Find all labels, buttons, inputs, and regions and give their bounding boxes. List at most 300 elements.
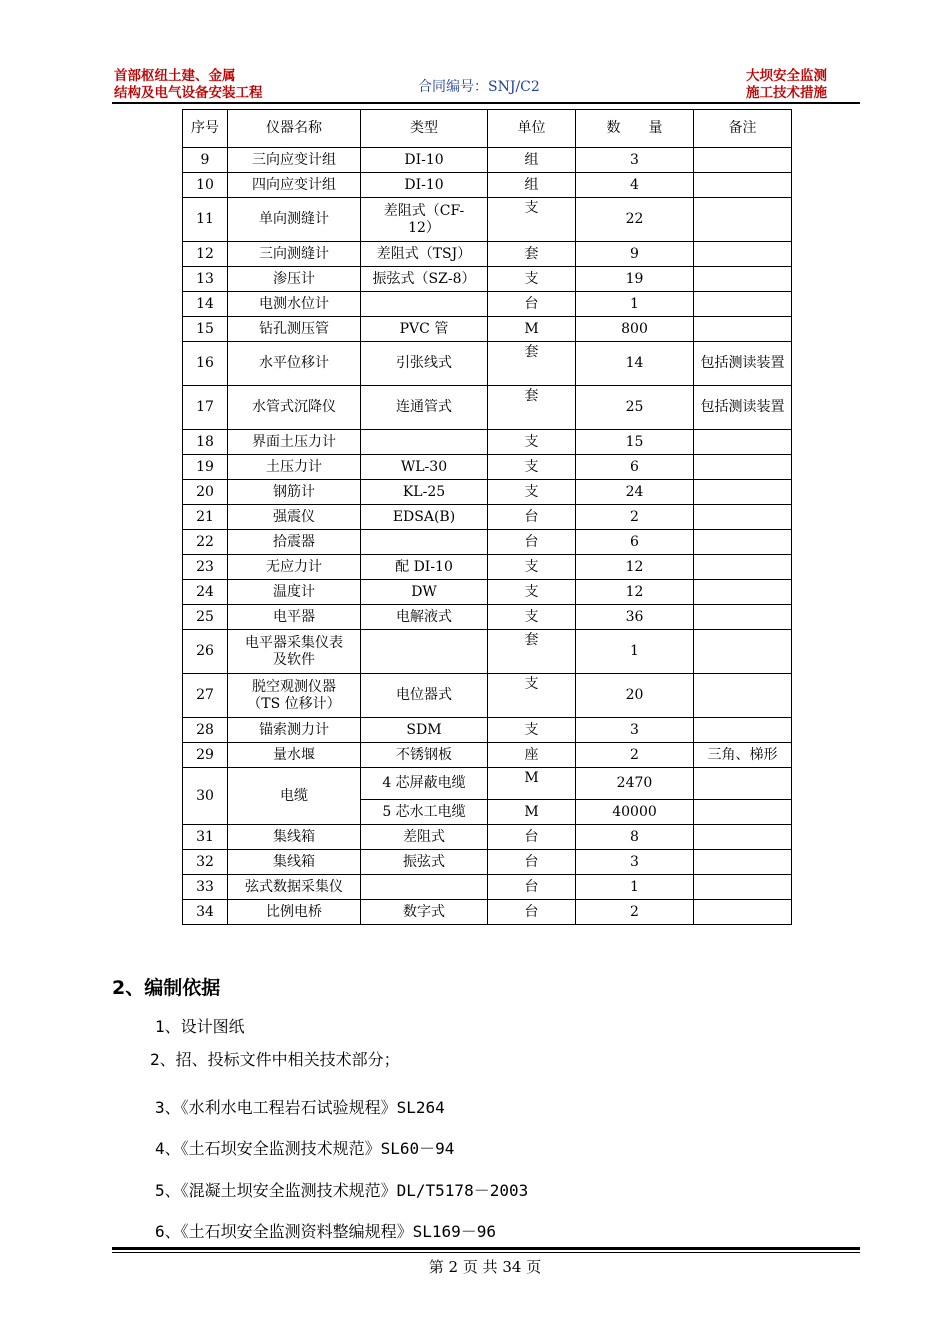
- cell-quantity: [576, 580, 694, 605]
- cell-note: [694, 800, 792, 825]
- cell-number-text: 9: [200, 151, 210, 168]
- cell-quantity: [576, 900, 694, 925]
- cell-instrument-name: [228, 674, 361, 718]
- cell-type-text: DI-10: [404, 151, 444, 168]
- table-row: [183, 580, 792, 605]
- cell-unit-text: 台: [524, 878, 539, 895]
- table-row: [183, 530, 792, 555]
- cell-unit-text: M: [524, 320, 539, 337]
- table-row: [183, 173, 792, 198]
- basis-item-4: 4、《土石坝安全监测技术规范》SL60－94: [155, 1139, 455, 1158]
- table-row: [183, 292, 792, 317]
- cell-unit: [488, 743, 576, 768]
- cell-note: [694, 825, 792, 850]
- section-title: 2、编制依据: [112, 977, 221, 999]
- cell-type: [361, 480, 488, 505]
- cell-number: [183, 900, 228, 925]
- cell-unit: [488, 530, 576, 555]
- cell-type: [361, 674, 488, 718]
- cell-unit-text: 座: [524, 746, 539, 763]
- cell-number-text: 22: [196, 533, 214, 550]
- cell-type: [361, 198, 488, 242]
- cell-quantity-text: 2: [630, 903, 639, 920]
- basis-item-2: 2、招、投标文件中相关技术部分；: [150, 1050, 400, 1069]
- cell-type-text: WL-30: [400, 458, 448, 475]
- cell-type: [361, 455, 488, 480]
- table-row: [183, 743, 792, 768]
- table-header-row: [183, 110, 792, 148]
- cell-note: [694, 317, 792, 342]
- cell-number: [183, 555, 228, 580]
- cell-unit: [488, 148, 576, 173]
- cell-type-text: DW: [411, 583, 437, 600]
- cell-number-text: 11: [196, 211, 214, 227]
- cell-type: [361, 825, 488, 850]
- cell-number-text: 29: [196, 746, 214, 763]
- cell-type-text: 振弦式（SZ-8）: [372, 270, 476, 287]
- table-row: [183, 630, 792, 674]
- table-header-cell: 仪器名称: [228, 110, 361, 148]
- table-header-cell: 数 量: [576, 110, 694, 148]
- header-right-line1: 大坝安全监测: [746, 68, 827, 84]
- cell-quantity-text: 36: [625, 608, 644, 625]
- table-header-cell: 类型: [361, 110, 488, 148]
- header-project-name: [114, 68, 263, 102]
- cell-instrument-name: [228, 292, 361, 317]
- cell-type: [361, 605, 488, 630]
- cell-number-text: 23: [196, 558, 214, 575]
- cell-type: [361, 768, 488, 800]
- cell-type-text: 差阻式（CF-12）: [383, 202, 465, 236]
- cell-instrument-name-text: 集线箱: [273, 853, 315, 870]
- cell-instrument-name: [228, 875, 361, 900]
- cell-unit-text: 支: [524, 721, 539, 738]
- cell-quantity: [576, 430, 694, 455]
- cell-number: [183, 850, 228, 875]
- cell-type: [361, 743, 488, 768]
- cell-type-text: 振弦式: [403, 853, 445, 870]
- cell-unit: [488, 718, 576, 743]
- cell-instrument-name-text: 三向应变计组: [252, 151, 336, 168]
- cell-number-text: 33: [196, 878, 214, 895]
- cell-number: [183, 430, 228, 455]
- cell-quantity: [576, 630, 694, 674]
- table-row: [183, 198, 792, 242]
- cell-number: [183, 148, 228, 173]
- cell-instrument-name-text: 锚索测力计: [259, 721, 329, 738]
- header-right-line2: 施工技术措施: [746, 85, 827, 101]
- cell-number: [183, 173, 228, 198]
- cell-unit-text: 组: [524, 151, 539, 168]
- cell-unit-text: 组: [524, 176, 539, 193]
- cell-type-text: 引张线式: [396, 355, 452, 371]
- cell-unit: [488, 630, 576, 674]
- cell-number: [183, 386, 228, 430]
- instrument-table-body: [183, 110, 792, 925]
- table-row: [183, 875, 792, 900]
- cell-number-text: 24: [196, 583, 214, 600]
- basis-item-5: 5、《混凝土坝安全监测技术规范》DL/T5178－2003: [155, 1181, 529, 1200]
- cell-type: [361, 718, 488, 743]
- cell-quantity: [576, 605, 694, 630]
- table-row: [183, 148, 792, 173]
- cell-unit: [488, 480, 576, 505]
- cell-type-text: 差阻式: [403, 828, 445, 845]
- cell-instrument-name-text: 量水堰: [273, 746, 315, 763]
- cell-number-text: 10: [196, 176, 214, 193]
- table-row: [183, 430, 792, 455]
- cell-type: [361, 580, 488, 605]
- cell-quantity-text: 800: [621, 320, 648, 337]
- cell-instrument-name-text: 水管式沉降仪: [252, 399, 336, 415]
- cell-type-text: 电解液式: [396, 608, 452, 625]
- cell-quantity-text: 6: [630, 458, 639, 475]
- cell-instrument-name-text: 拾震器: [273, 533, 315, 550]
- cell-unit-text: 台: [524, 903, 539, 920]
- cell-quantity: [576, 800, 694, 825]
- cell-note-text: 三角、梯形: [707, 746, 778, 763]
- cell-quantity-text: 20: [625, 687, 644, 703]
- cell-type: [361, 430, 488, 455]
- table-row: [183, 317, 792, 342]
- cell-unit: [488, 580, 576, 605]
- table-header-cell: 单位: [488, 110, 576, 148]
- cell-quantity-text: 2: [630, 508, 639, 525]
- cell-number: [183, 342, 228, 386]
- cell-instrument-name: [228, 480, 361, 505]
- cell-note: [694, 743, 792, 768]
- cell-unit-text: 台: [524, 853, 539, 870]
- table-header-cell: 序号: [183, 110, 228, 148]
- cell-number-text: 16: [196, 355, 214, 371]
- basis-item-1: 1、设计图纸: [155, 1017, 245, 1036]
- cell-unit: [488, 292, 576, 317]
- cell-quantity: [576, 173, 694, 198]
- cell-number-text: 12: [196, 245, 214, 262]
- cell-number-text: 17: [196, 399, 214, 415]
- cell-number-text: 32: [196, 853, 214, 870]
- cell-note-text: 包括测读装置: [700, 399, 785, 415]
- cell-unit-text: 台: [524, 295, 539, 312]
- cell-unit-text: 支: [524, 270, 539, 287]
- footer-rule-thin: [112, 1252, 860, 1253]
- cell-note: [694, 342, 792, 386]
- cell-unit: [488, 386, 576, 430]
- cell-unit: [488, 850, 576, 875]
- cell-unit: [488, 430, 576, 455]
- cell-note: [694, 605, 792, 630]
- cell-quantity-text: 2470: [616, 775, 653, 791]
- cell-unit: [488, 455, 576, 480]
- cell-unit-text: 支: [524, 483, 539, 500]
- cell-quantity-text: 9: [630, 245, 639, 262]
- cell-instrument-name: [228, 455, 361, 480]
- table-row: [183, 768, 792, 800]
- cell-quantity: [576, 850, 694, 875]
- cell-number: [183, 292, 228, 317]
- cell-type: [361, 505, 488, 530]
- cell-note: [694, 674, 792, 718]
- cell-quantity-text: 3: [630, 721, 639, 738]
- cell-note: [694, 455, 792, 480]
- cell-unit: [488, 555, 576, 580]
- cell-instrument-name-text: 强震仪: [273, 508, 315, 525]
- cell-unit-text: 套: [524, 245, 539, 262]
- cell-number-text: 27: [196, 687, 214, 703]
- cell-type: [361, 875, 488, 900]
- cell-number: [183, 674, 228, 718]
- cell-instrument-name: 电缆: [228, 768, 361, 825]
- cell-instrument-name: [228, 148, 361, 173]
- cell-number-text: 28: [196, 721, 214, 738]
- cell-instrument-name: [228, 530, 361, 555]
- page-number: 第 2 页 共 34 页: [428, 1258, 542, 1276]
- cell-unit: [488, 800, 576, 825]
- cell-unit: [488, 768, 576, 800]
- cell-instrument-name: [228, 173, 361, 198]
- header-left-line2: 结构及电气设备安装工程: [114, 85, 263, 101]
- table-row: [183, 900, 792, 925]
- cell-number-text: 26: [196, 643, 214, 659]
- cell-type-text: 不锈钢板: [396, 746, 452, 763]
- cell-quantity: [576, 555, 694, 580]
- cell-instrument-name-text: 无应力计: [266, 558, 322, 575]
- cell-quantity: [576, 505, 694, 530]
- basis-item-6: 6、《土石坝安全监测资料整编规程》SL169－96: [155, 1222, 497, 1241]
- cell-quantity: [576, 875, 694, 900]
- cell-unit-text: 台: [524, 533, 539, 550]
- cell-instrument-name-text: 电测水位计: [259, 295, 329, 312]
- cell-instrument-name: [228, 317, 361, 342]
- cell-quantity: [576, 386, 694, 430]
- cell-instrument-name-text: 比例电桥: [266, 903, 322, 920]
- cell-instrument-name-text: 钢筋计: [273, 483, 315, 500]
- basis-item-3: 3、《水利水电工程岩石试验规程》SL264: [155, 1098, 445, 1117]
- cell-unit: [488, 342, 576, 386]
- cell-quantity-text: 40000: [612, 803, 657, 820]
- cell-number-text: 13: [196, 270, 214, 287]
- cell-note: [694, 630, 792, 674]
- cell-number: [183, 580, 228, 605]
- cell-instrument-name: [228, 900, 361, 925]
- cell-type: [361, 630, 488, 674]
- cell-quantity-text: 12: [625, 583, 644, 600]
- cell-number-text: 18: [196, 433, 214, 450]
- cell-unit-text: 套: [524, 632, 539, 648]
- cell-number: [183, 825, 228, 850]
- cell-instrument-name: [228, 825, 361, 850]
- cell-note: [694, 173, 792, 198]
- cell-note: [694, 267, 792, 292]
- cell-number-text: 25: [196, 608, 214, 625]
- table-row: [183, 480, 792, 505]
- cell-quantity: [576, 825, 694, 850]
- cell-instrument-name: [228, 743, 361, 768]
- cell-unit-text: M: [524, 770, 539, 786]
- cell-instrument-name-text: 钻孔测压管: [259, 320, 329, 337]
- table-row: [183, 555, 792, 580]
- cell-number: [183, 242, 228, 267]
- cell-instrument-name: [228, 605, 361, 630]
- cell-unit: [488, 173, 576, 198]
- cell-unit-text: 台: [524, 508, 539, 525]
- cell-number-text: 21: [196, 508, 214, 525]
- cell-type-text: 5 芯水工电缆: [382, 803, 466, 820]
- cell-unit: [488, 198, 576, 242]
- cell-instrument-name-text: 电平器采集仪表及软件: [245, 634, 343, 668]
- cell-quantity-text: 24: [625, 483, 644, 500]
- cell-note: [694, 386, 792, 430]
- cell-quantity-text: 8: [630, 828, 639, 845]
- cell-instrument-name: [228, 342, 361, 386]
- cell-type: [361, 900, 488, 925]
- cell-type: [361, 800, 488, 825]
- cell-note: [694, 875, 792, 900]
- cell-unit: [488, 900, 576, 925]
- cell-type-text: SDM: [406, 721, 442, 738]
- cell-unit: [488, 825, 576, 850]
- header-document-title: [746, 68, 827, 102]
- cell-instrument-name-text: 三向测缝计: [259, 245, 329, 262]
- cell-note: [694, 555, 792, 580]
- cell-number: [183, 743, 228, 768]
- cell-unit-text: M: [524, 803, 539, 820]
- cell-instrument-name: [228, 242, 361, 267]
- cell-quantity: [576, 317, 694, 342]
- cell-quantity: [576, 768, 694, 800]
- cell-unit: [488, 605, 576, 630]
- cell-note: [694, 242, 792, 267]
- cell-unit-text: 支: [524, 608, 539, 625]
- cell-quantity: [576, 455, 694, 480]
- cell-quantity: [576, 342, 694, 386]
- cell-note: [694, 900, 792, 925]
- cell-note-text: 包括测读装置: [700, 355, 785, 371]
- cell-note: [694, 580, 792, 605]
- cell-instrument-name: [228, 505, 361, 530]
- cell-number-text: 31: [196, 828, 214, 845]
- cell-note: [694, 505, 792, 530]
- cell-instrument-name-text: 温度计: [273, 583, 315, 600]
- cell-type: [361, 530, 488, 555]
- cell-note: [694, 530, 792, 555]
- cell-instrument-name-text: 土压力计: [266, 458, 322, 475]
- cell-note: [694, 718, 792, 743]
- header-contract-number: 合同编号：SNJ/C2: [418, 79, 540, 95]
- cell-unit: [488, 674, 576, 718]
- cell-quantity-text: 14: [625, 355, 644, 371]
- cell-instrument-name-text: 四向应变计组: [252, 176, 336, 193]
- cell-number: [183, 605, 228, 630]
- cell-quantity-text: 3: [630, 151, 639, 168]
- cell-quantity-text: 3: [630, 853, 639, 870]
- cell-number: [183, 505, 228, 530]
- cell-quantity: [576, 743, 694, 768]
- table-row: [183, 605, 792, 630]
- cell-quantity: [576, 480, 694, 505]
- cell-instrument-name-text: 单向测缝计: [259, 211, 329, 227]
- cell-note: [694, 480, 792, 505]
- cell-unit-text: 套: [524, 344, 539, 360]
- cell-number-text: 14: [196, 295, 214, 312]
- cell-type-text: DI-10: [404, 176, 444, 193]
- cell-quantity: [576, 530, 694, 555]
- table-row: [183, 825, 792, 850]
- cell-number: [183, 198, 228, 242]
- table-row: [183, 718, 792, 743]
- cell-type-text: 电位器式: [396, 687, 452, 703]
- cell-quantity: [576, 242, 694, 267]
- cell-type: [361, 242, 488, 267]
- table-row: [183, 342, 792, 386]
- cell-note: [694, 768, 792, 800]
- cell-quantity: [576, 148, 694, 173]
- cell-number: 30: [183, 768, 228, 825]
- cell-type-text: 数字式: [403, 903, 445, 920]
- cell-instrument-name-text: 渗压计: [273, 270, 315, 287]
- cell-unit-text: 支: [524, 676, 539, 692]
- cell-type-text: PVC 管: [399, 320, 449, 337]
- cell-type: [361, 386, 488, 430]
- cell-number: [183, 530, 228, 555]
- cell-unit: [488, 875, 576, 900]
- cell-quantity: [576, 198, 694, 242]
- cell-instrument-name: [228, 630, 361, 674]
- cell-quantity-text: 1: [630, 878, 639, 895]
- cell-type: [361, 317, 488, 342]
- cell-unit-text: 支: [524, 458, 539, 475]
- cell-number-text: 19: [196, 458, 214, 475]
- cell-number: [183, 875, 228, 900]
- cell-note: [694, 148, 792, 173]
- table-row: [183, 242, 792, 267]
- table-row: [183, 505, 792, 530]
- cell-type-text: 连通管式: [396, 399, 452, 415]
- cell-number: [183, 455, 228, 480]
- cell-quantity-text: 6: [630, 533, 639, 550]
- cell-note: [694, 292, 792, 317]
- header-rule: [112, 102, 860, 104]
- cell-instrument-name: [228, 718, 361, 743]
- cell-number: [183, 267, 228, 292]
- cell-unit: [488, 267, 576, 292]
- cell-number: [183, 317, 228, 342]
- cell-type-text: 差阻式（TSJ）: [376, 245, 472, 262]
- cell-unit-text: 台: [524, 828, 539, 845]
- cell-instrument-name-text: 弦式数据采集仪: [245, 878, 343, 895]
- cell-instrument-name: [228, 267, 361, 292]
- cell-unit-text: 套: [524, 388, 539, 404]
- cell-note: [694, 430, 792, 455]
- cell-type: [361, 292, 488, 317]
- cell-quantity-text: 19: [625, 270, 644, 287]
- cell-note: [694, 198, 792, 242]
- cell-type-text: 4 芯屏蔽电缆: [382, 775, 466, 791]
- cell-instrument-name: [228, 198, 361, 242]
- cell-type-text: EDSA(B): [392, 508, 456, 525]
- cell-instrument-name: [228, 555, 361, 580]
- cell-note: [694, 850, 792, 875]
- cell-type: [361, 555, 488, 580]
- cell-type: [361, 342, 488, 386]
- cell-number: [183, 480, 228, 505]
- cell-quantity-text: 1: [630, 295, 639, 312]
- cell-type: [361, 173, 488, 198]
- cell-quantity: [576, 292, 694, 317]
- table-row: [183, 386, 792, 430]
- cell-number-text: 15: [196, 320, 214, 337]
- cell-unit-text: 支: [524, 583, 539, 600]
